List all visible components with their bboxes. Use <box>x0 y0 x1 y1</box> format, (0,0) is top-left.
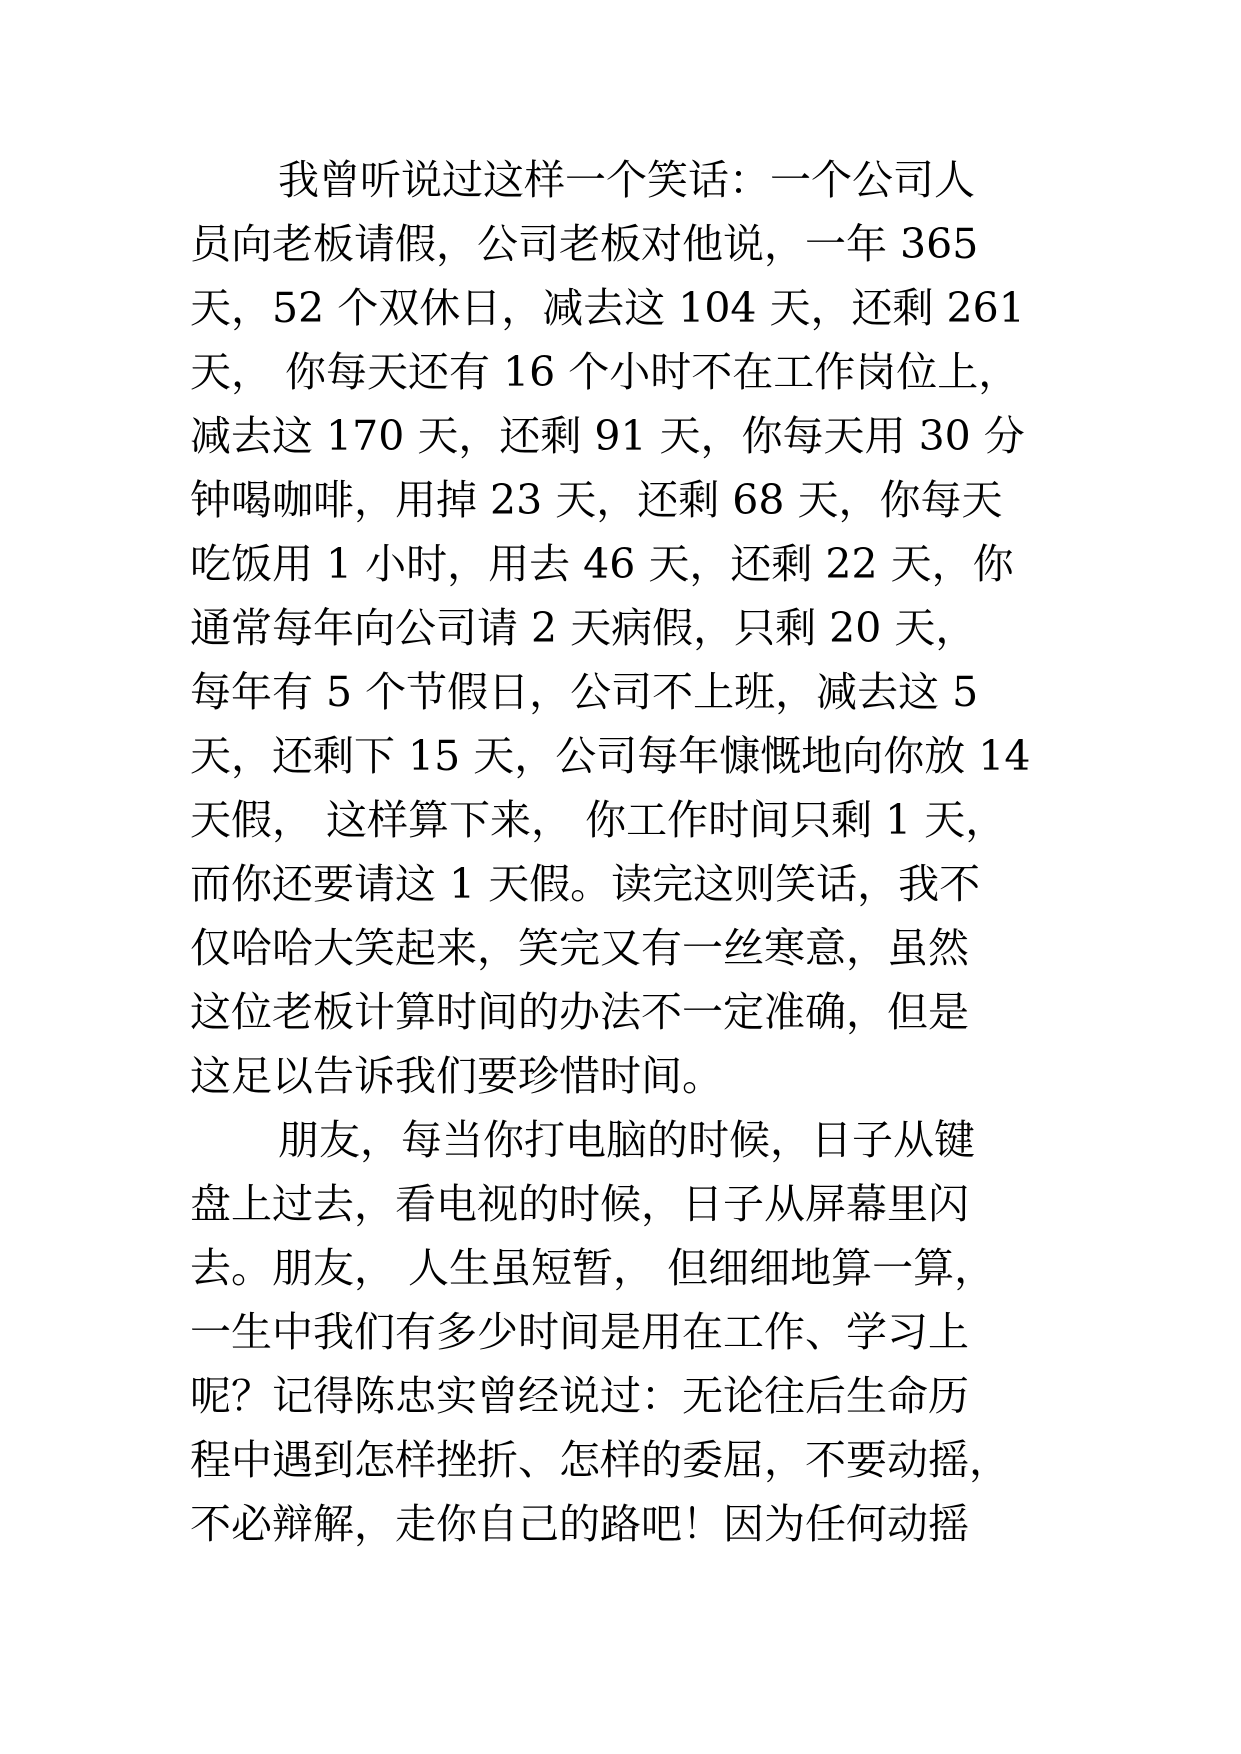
paragraph-2-line-1: 朋友，每当你打电脑的时候，日子从键 <box>278 1116 975 1164</box>
paragraph-1-line-10: 天，还剩下 15 天，公司每年慷慨地向你放 14 <box>190 732 1031 780</box>
paragraph-1-line-15: 这足以告诉我们要珍惜时间。 <box>190 1052 723 1100</box>
paragraph-2-line-2: 盘上过去，看电视的时候，日子从屏幕里闪 <box>190 1180 969 1228</box>
paragraph-2-line-4: 一生中我们有多少时间是用在工作、学习上 <box>190 1308 969 1356</box>
paragraph-1-line-1: 我曾听说过这样一个笑话：一个公司人 <box>278 156 975 204</box>
body-text <box>190 148 1050 1556</box>
paragraph-1-line-8: 通常每年向公司请 2 天病假，只剩 20 天， <box>190 604 977 652</box>
paragraph-1-line-5: 减去这 170 天，还剩 91 天，你每天用 30 分 <box>190 412 1025 460</box>
paragraph-1-line-4: 天， 你每天还有 16 个小时不在工作岗位上， <box>190 348 1020 396</box>
paragraph-1-line-14: 这位老板计算时间的办法不一定准确，但是 <box>190 988 969 1036</box>
paragraph-1-line-2: 员向老板请假，公司老板对他说，一年 365 <box>190 220 979 268</box>
paragraph-1-line-11: 天假， 这样算下来， 你工作时间只剩 1 天， <box>190 796 1007 844</box>
paragraph-1-line-9: 每年有 5 个节假日，公司不上班，减去这 5 <box>190 668 979 716</box>
paragraph-1-line-12: 而你还要请这 1 天假。读完这则笑话，我不 <box>190 860 981 908</box>
paragraph-1-line-6: 钟喝咖啡，用掉 23 天，还剩 68 天，你每天 <box>190 476 1003 524</box>
paragraph-2-line-6: 程中遇到怎样挫折、怎样的委屈，不要动摇， <box>190 1436 1010 1484</box>
paragraph-1-line-13: 仅哈哈大笑起来，笑完又有一丝寒意，虽然 <box>190 924 969 972</box>
paragraph-2-line-5: 呢？记得陈忠实曾经说过：无论往后生命历 <box>190 1372 969 1420</box>
paragraph-2-line-7: 不必辩解，走你自己的路吧！因为任何动摇 <box>190 1500 969 1548</box>
paragraph-1-line-3: 天，52 个双休日，减去这 104 天，还剩 261 <box>190 284 1025 332</box>
paragraph-1-line-7: 吃饭用 1 小时，用去 46 天，还剩 22 天，你 <box>190 540 1014 588</box>
paragraph-2-line-3: 去。朋友， 人生虽短暂， 但细细地算一算， <box>190 1244 996 1292</box>
